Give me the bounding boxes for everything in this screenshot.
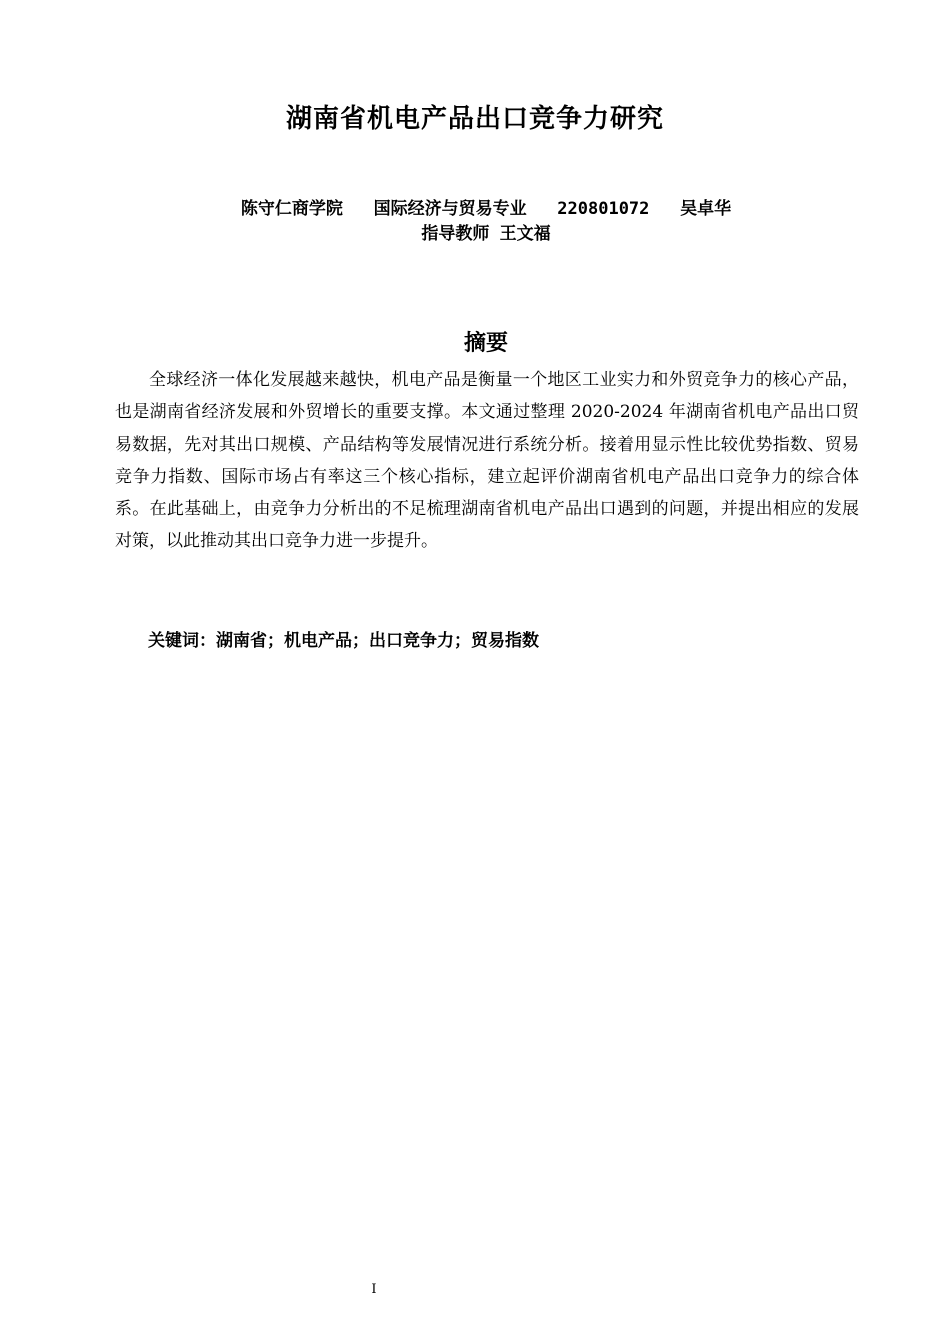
page-number: I [371,1282,377,1297]
document-title: 湖南省机电产品出口竞争力研究 [285,104,664,134]
abstract-heading: 摘要 [463,331,508,356]
advisor-line: 指导教师 王文福 [421,224,551,244]
author-info-line: 陈守仁商学院 国际经济与贸易专业 220801072 吴卓华 [240,199,732,219]
abstract-body: 全球经济一体化发展越来越快，机电产品是衡量一个地区工业实力和外贸竞争力的核心产品，也是湖南省经济发展和外贸增长的重要支撑。本文通过整理 2020-2024 年湖南省机电产品出口贸易数据，先对其出口规模、产品结构等发展情况进行系统分析。接着用显示性比较优势指数、贸易竞争力指数、国际市场占有率这三个核心指标，建立起评价湖南省机电产品出口竞争力的综合体系。在此基础上，由竞争力分析出的不足梳理湖南省机电产品出口遇到的问题，并提出相应的发展对策，以此推动其出口竞争力进一步提升。 [115,370,859,552]
keywords-line: 关键词：湖南省；机电产品；出口竞争力；贸易指数 [148,631,539,651]
